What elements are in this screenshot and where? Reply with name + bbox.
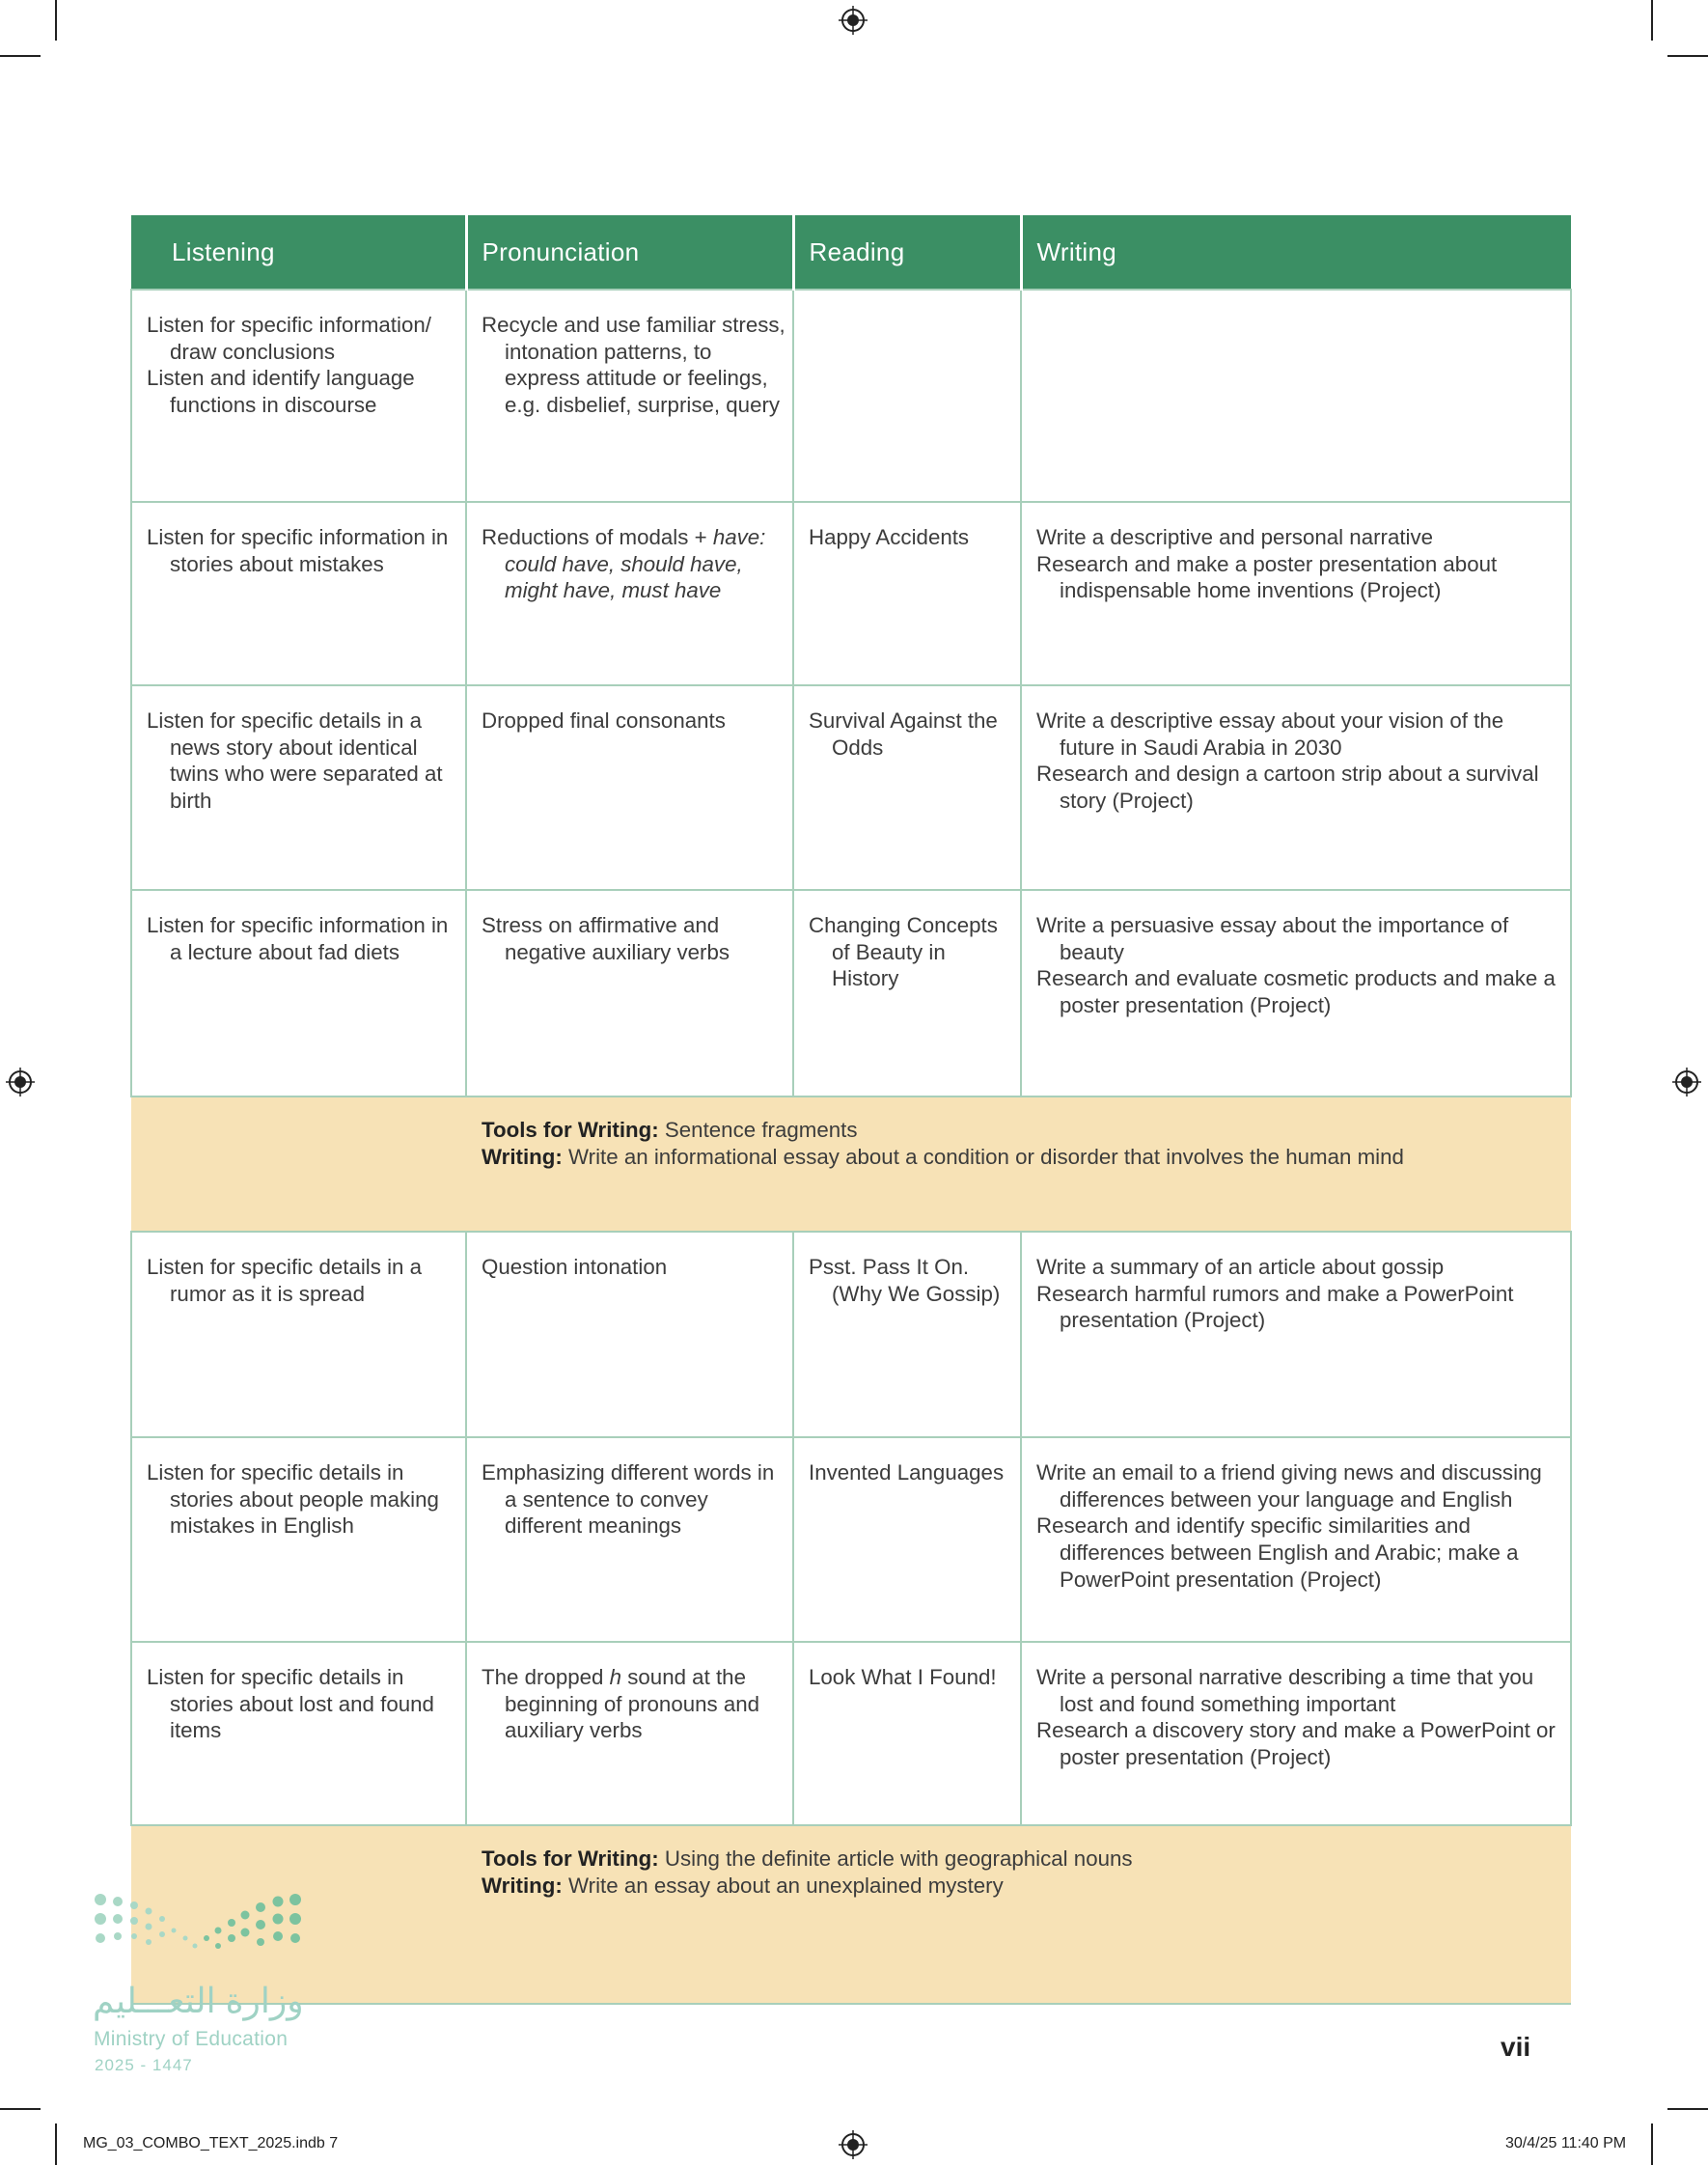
listening-cell [131,1642,466,1825]
pronunciation-italic: have: could have, should have, might have, must have [505,525,766,603]
pronunciation-text: The dropped [482,1665,610,1689]
tools-label: Tools for Writing: [482,1118,659,1142]
listening-cell [131,290,466,502]
footer-file: MG_03_COMBO_TEXT_2025.indb 7 [83,2135,339,2151]
writing-text: Write an essay about an unexplained mystery [562,1874,1004,1898]
listening-item: Listen for specific details in a rumor as it is spread [147,1255,423,1306]
table-row [131,890,1571,1096]
crop-mark [0,2108,41,2110]
reading-title: Invented Languages [809,1460,1005,1485]
table-row [131,1232,1571,1437]
writing-item: Write a persuasive essay about the importance of beauty [1036,913,1509,964]
reading-cell [793,502,1021,685]
pronunciation-item [482,524,786,604]
listening-cell [131,890,466,1096]
listening-item: Listen for specific information in stories about mistakes [147,525,449,576]
scope-sequence-table [130,215,1572,2005]
table-header-row [131,215,1571,290]
pronunciation-cell [466,1642,793,1825]
writing-cell [1021,685,1571,890]
writing-item: Research and design a cartoon strip about a survival story (Project) [1036,762,1539,814]
pronunciation-cell [466,1437,793,1642]
listening-item: Listen for specific information in a lecture about fad diets [147,913,449,964]
table-row [131,502,1571,685]
crop-mark [1667,2108,1708,2110]
page-number: vii [1501,2032,1531,2062]
listening-cell [131,1232,466,1437]
pronunciation-cell [466,890,793,1096]
pronunciation-cell [466,502,793,685]
listening-item: Listen for specific details in a news story about identical twins who were separated at birth [147,708,443,814]
table-row [131,1437,1571,1642]
writing-line [482,1144,1571,1171]
listening-cell [131,502,466,685]
reading-cell [793,1232,1021,1437]
pronunciation-item: Emphasizing different words in a sentence to convey different meanings [482,1460,775,1539]
crop-mark [0,55,41,57]
reading-cell [793,685,1021,890]
pronunciation-text: sound at the beginning of pronouns and auxiliary verbs [505,1665,760,1743]
pronunciation-item: Recycle and use familiar stress, intonation patterns, to express attitude or feelings, e.g. disbelief, surprise, query [482,313,785,418]
crop-mark [1651,2123,1653,2165]
listening-item: Listen for specific details in stories about people making mistakes in English [147,1460,439,1539]
writing-item: Research harmful rumors and make a PowerPoint presentation (Project) [1036,1281,1514,1333]
pronunciation-cell [466,290,793,502]
reading-title: Happy Accidents [809,525,970,549]
tools-line [482,1846,1571,1873]
header-reading: Reading [793,215,1021,290]
tools-band-cell [131,1096,1571,1232]
tools-band-cell [131,1825,1571,2004]
pronunciation-text: Reductions of modals + [482,525,713,549]
listening-item: Listen for specific details in stories about lost and found items [147,1665,434,1743]
reading-title: Look What I Found! [809,1665,997,1689]
writing-item: Write a personal narrative describing a time that you lost and found something important [1036,1665,1534,1716]
writing-cell [1021,502,1571,685]
writing-item: Write a descriptive essay about your vision of the future in Saudi Arabia in 2030 [1036,708,1504,760]
writing-item: Research a discovery story and make a PowerPoint or poster presentation (Project) [1036,1718,1556,1770]
table-row [131,685,1571,890]
reading-title: Survival Against the Odds [809,708,998,760]
table-row [131,290,1571,502]
writing-item: Research and identify specific similarities and differences between English and Arabic; make a PowerPoint presentation (Project) [1036,1513,1519,1592]
crop-mark [1667,55,1708,57]
listening-item: Listen and identify language functions in discourse [147,366,415,418]
writing-cell [1021,290,1571,502]
writing-item: Write an email to a friend giving news and discussing differences between your language and English [1036,1460,1542,1512]
header-pronunciation: Pronunciation [466,215,793,290]
reading-cell [793,1437,1021,1642]
pronunciation-italic: h [609,1665,622,1689]
writing-cell [1021,1437,1571,1642]
crop-mark [55,2123,57,2165]
writing-item: Write a summary of an article about gossip [1036,1255,1445,1279]
ministry-logo-arabic: وزارة التعـــليم [93,1981,304,2020]
footer-date: 30/4/25 11:40 PM [1505,2135,1627,2151]
writing-text: Write an informational essay about a condition or disorder that involves the human mind [562,1145,1404,1169]
tools-line [482,1117,1571,1144]
writing-item: Research and evaluate cosmetic products and make a poster presentation (Project) [1036,966,1556,1018]
writing-line [482,1873,1571,1900]
pronunciation-item: Dropped final consonants [482,708,726,733]
writing-cell [1021,1642,1571,1825]
tools-label: Tools for Writing: [482,1846,659,1871]
ministry-logo-english: Ministry of Education [94,2028,289,2050]
reading-title: Changing Concepts of Beauty in History [809,913,998,991]
ministry-logo-year: 2025 - 1447 [95,2056,193,2074]
reading-cell [793,890,1021,1096]
header-listening: Listening [131,215,466,290]
reading-cell [793,1642,1021,1825]
listening-cell [131,685,466,890]
pronunciation-item: Question intonation [482,1255,668,1279]
registration-mark-icon [6,1068,35,1096]
pronunciation-cell [466,685,793,890]
pronunciation-item: Stress on affirmative and negative auxiliary verbs [482,913,730,964]
writing-item: Write a descriptive and personal narrative [1036,525,1434,549]
table-row [131,1642,1571,1825]
ministry-logo-icon [93,1892,305,1969]
tools-text: Using the definite article with geographical nouns [658,1846,1133,1871]
writing-cell [1021,890,1571,1096]
tools-text: Sentence fragments [658,1118,858,1142]
tools-band [131,1096,1571,1232]
writing-label: Writing: [482,1145,563,1169]
writing-label: Writing: [482,1874,563,1898]
reading-cell [793,290,1021,502]
header-writing: Writing [1021,215,1571,290]
listening-item: Listen for specific information/ draw conclusions [147,313,431,364]
listening-cell [131,1437,466,1642]
registration-mark-icon [839,6,868,35]
registration-mark-icon [1672,1068,1701,1096]
reading-title: Psst. Pass It On. (Why We Gossip) [809,1255,1001,1306]
tools-band [131,1825,1571,2004]
pronunciation-item [482,1664,786,1744]
writing-cell [1021,1232,1571,1437]
crop-mark [1651,0,1653,41]
pronunciation-cell [466,1232,793,1437]
writing-item: Research and make a poster presentation about indispensable home inventions (Project) [1036,551,1498,603]
crop-mark [55,0,57,41]
registration-mark-icon [839,2130,868,2159]
